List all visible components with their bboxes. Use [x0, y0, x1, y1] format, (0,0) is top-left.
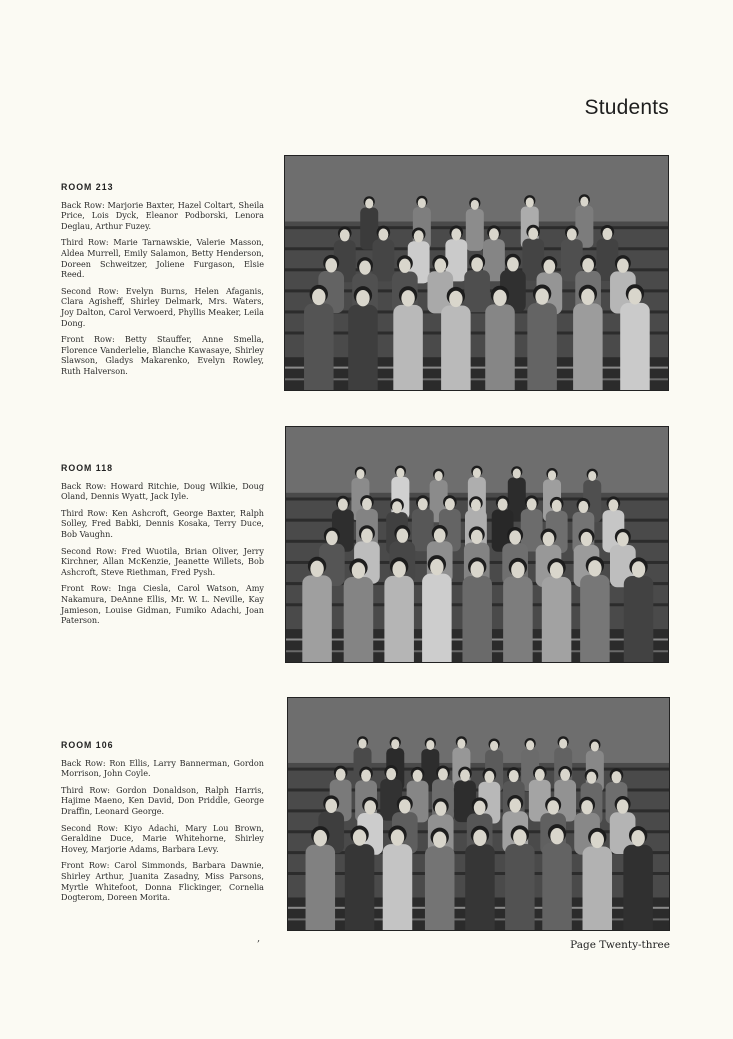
page-heading: Students	[584, 96, 669, 119]
back-row-names: Back Row: Marjorie Baxter, Hazel Coltart, Sheila Price, Lois Dyck, Eleanor Podborski, Lenora Deglau, Arthur Fuzey.	[61, 199, 264, 231]
front-row-names: Front Row: Betty Stauffer, Anne Smella, Florence Vanderlelie, Blanche Kawasaye, Shirley Slawson, Gladys Makarenko, Evelyn Rowley, Ruth Halverson.	[61, 334, 264, 376]
room-213-caption	[61, 182, 264, 383]
scan-mark: ,	[257, 933, 261, 944]
room-title: ROOM 118	[61, 463, 114, 473]
room-118-class-photo	[285, 426, 669, 663]
room-118-caption	[61, 463, 264, 632]
back-row-names: Back Row: Howard Ritchie, Doug Wilkie, Doug Oland, Dennis Wyatt, Jack Iyle.	[61, 480, 264, 502]
front-row-names: Front Row: Inga Ciesla, Carol Watson, Amy Nakamura, DeAnne Ellis, Mr. W. L. Neville, Kay Jamieson, Louise Gidman, Fumiko Adachi, Joan Paterson.	[61, 583, 264, 626]
second-row-names: Second Row: Kiyo Adachi, Mary Lou Brown, Geraldine Duce, Marie Whitehorne, Shirley Hovey, Marjorie Adams, Barbara Levy.	[61, 822, 264, 854]
third-row-names: Third Row: Marie Tarnawskie, Valerie Masson, Aldea Murrell, Emily Salamon, Betty Henderson, Doreen Schweitzer, Joliene Furgason, Elsie Reed.	[61, 237, 264, 280]
room-106-class-photo	[287, 697, 670, 931]
page-number: Page Twenty-three	[570, 939, 670, 951]
room-title: ROOM 213	[61, 182, 114, 192]
room-213-class-photo	[284, 155, 669, 391]
front-row-names: Front Row: Carol Simmonds, Barbara Dawnie, Shirley Arthur, Juanita Zasadny, Miss Parsons, Myrtle Whitefoot, Donna Flickinger, Cornelia Dogterom, Doreen Morita.	[61, 860, 264, 903]
room-106-caption	[61, 740, 264, 909]
second-row-names: Second Row: Fred Wuotila, Brian Oliver, Jerry Kirchner, Allan McKenzie, Jeanette Willets, Bob Ashcroft, Steve Riethman, Fred Pysh.	[61, 545, 264, 577]
second-row-names: Second Row: Evelyn Burns, Helen Afaganis, Clara Agisheff, Shirley Delmark, Mrs. Waters, Joy Dalton, Carol Verwoerd, Phyllis Meaker, Leila Dong.	[61, 285, 264, 328]
room-title: ROOM 106	[61, 740, 114, 750]
third-row-names: Third Row: Gordon Donaldson, Ralph Harris, Hajime Maeno, Ken David, Don Priddle, George Draffin, Leonard George.	[61, 784, 264, 816]
third-row-names: Third Row: Ken Ashcroft, George Baxter, Ralph Solley, Fred Babki, Dennis Kosaka, Terry Duce, Bob Vaughn.	[61, 507, 264, 539]
back-row-names: Back Row: Ron Ellis, Larry Bannerman, Gordon Morrison, John Coyle.	[61, 757, 264, 779]
